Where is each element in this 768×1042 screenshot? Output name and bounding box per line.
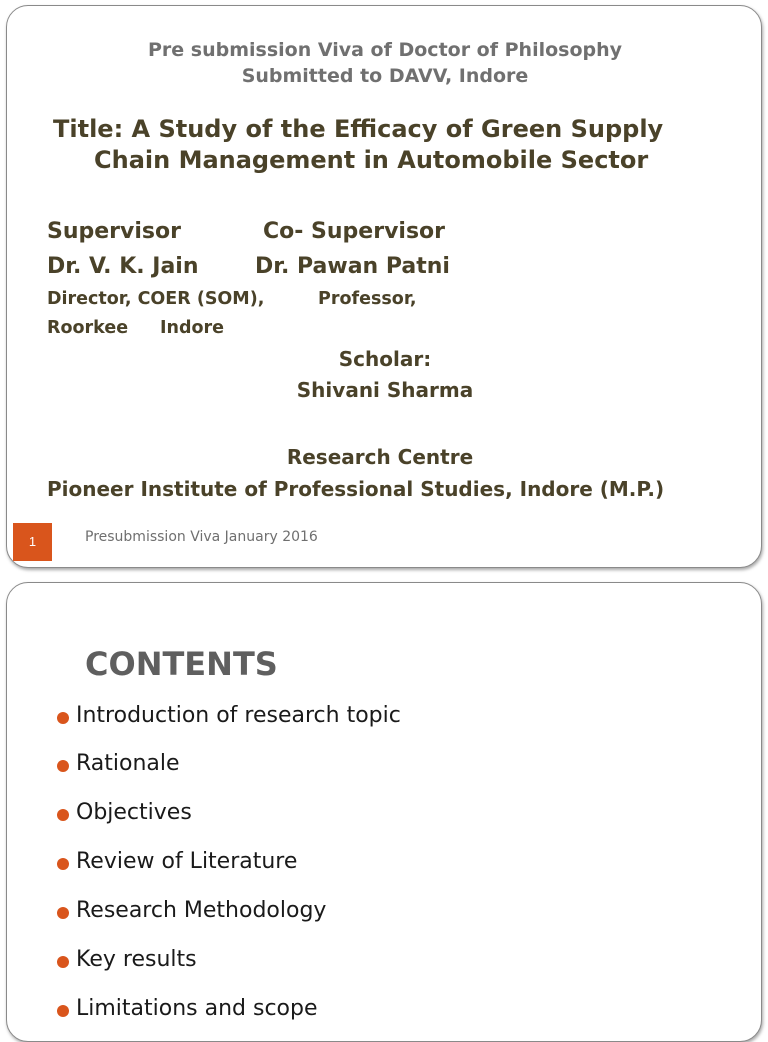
list-item-label: Objectives xyxy=(76,800,192,825)
thesis-title-line-2: Chain Management in Automobile Sector xyxy=(94,146,649,174)
bullet-dot-icon xyxy=(57,858,69,870)
slide-number: 1 xyxy=(13,523,52,561)
bullet-dot-icon xyxy=(57,956,69,968)
slide-footer: Presubmission Viva January 2016 xyxy=(85,529,318,545)
co-supervisor-label: Co- Supervisor xyxy=(263,219,446,244)
list-item-label: Introduction of research topic xyxy=(76,703,401,728)
co-supervisor-name: Dr. Pawan Patni xyxy=(255,254,450,279)
co-supervisor-role: Professor, xyxy=(318,289,417,309)
bullet-dot-icon xyxy=(57,760,69,772)
bullet-dot-icon xyxy=(57,907,69,919)
scholar-name: Shivani Sharma xyxy=(296,378,474,402)
list-item-label: Rationale xyxy=(76,751,180,776)
list-item-label: Key results xyxy=(76,947,197,972)
title-slide xyxy=(6,5,762,568)
list-item-label: Review of Literature xyxy=(76,849,298,874)
header-line-2: Submitted to DAVV, Indore xyxy=(241,65,529,87)
bullet-dot-icon xyxy=(57,1005,69,1017)
supervisor-city: Roorkee xyxy=(47,318,129,338)
supervisor-name: Dr. V. K. Jain xyxy=(47,254,199,279)
contents-slide xyxy=(6,582,762,1042)
thesis-title-line-1: Title: A Study of the Efficacy of Green Supply xyxy=(53,115,664,143)
list-item-label: Limitations and scope xyxy=(76,996,318,1021)
institute-name: Pioneer Institute of Professional Studies, Indore (M.P.) xyxy=(47,477,665,501)
bullet-dot-icon xyxy=(57,809,69,821)
header-line-1: Pre submission Viva of Doctor of Philosophy xyxy=(147,39,623,61)
list-item-label: Research Methodology xyxy=(76,898,327,923)
supervisor-role: Director, COER (SOM), xyxy=(47,289,265,309)
scholar-label: Scholar: xyxy=(338,347,432,371)
supervisor-label: Supervisor xyxy=(47,219,181,244)
bullet-dot-icon xyxy=(57,712,69,724)
research-centre-label: Research Centre xyxy=(286,445,474,469)
co-supervisor-city: Indore xyxy=(160,318,225,338)
contents-title: CONTENTS xyxy=(85,645,278,683)
